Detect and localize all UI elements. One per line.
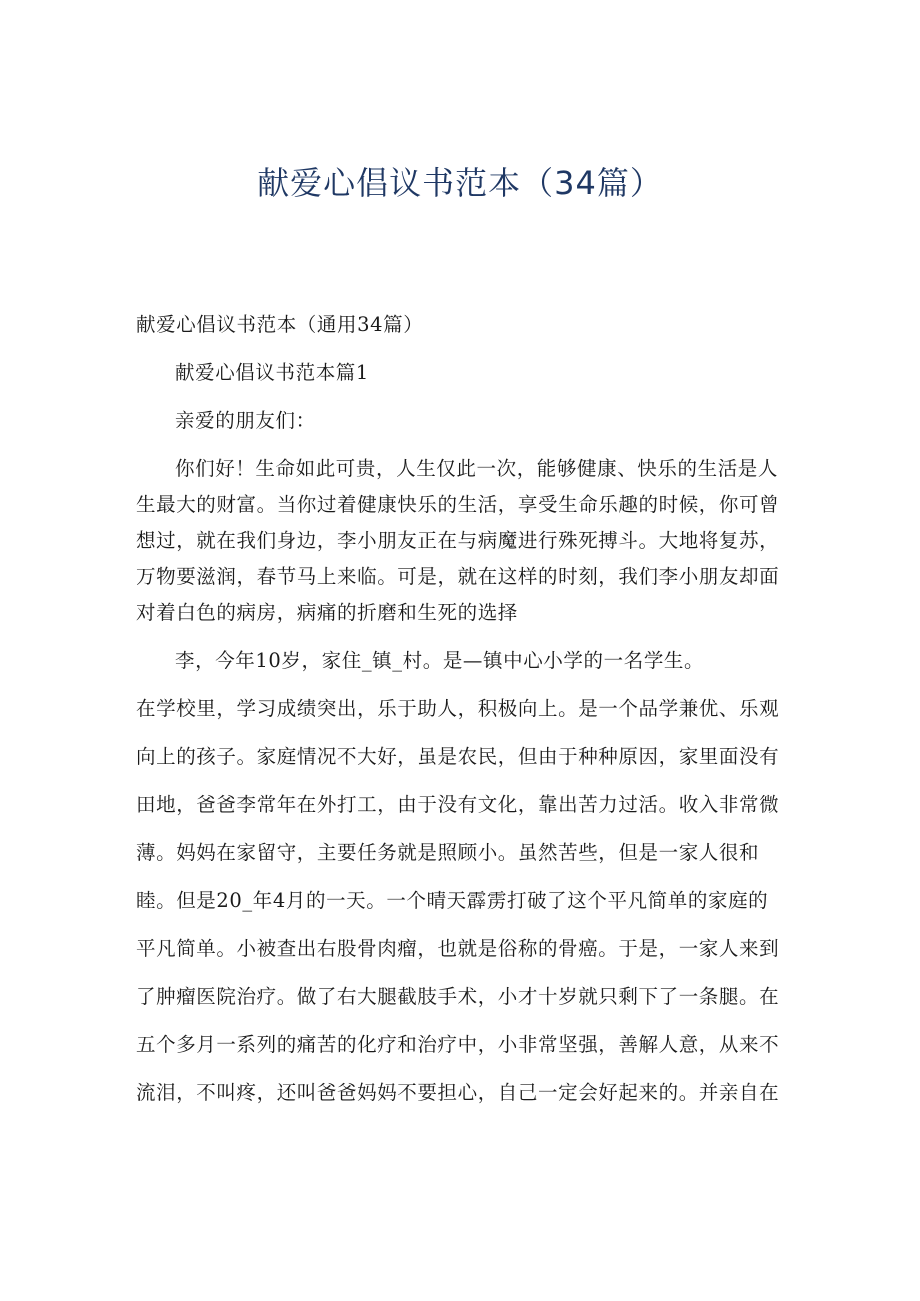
- text-line: 在学校里，学习成绩突出，乐于助人，积极向上。是一个品学兼优、乐观: [136, 697, 780, 720]
- text-line: 向上的孩子。家庭情况不大好，虽是农民，但由于种种原因，家里面没有: [136, 745, 780, 768]
- paragraph-story: [136, 643, 792, 1111]
- text-line: 睦。但是20_年4月的一天。一个晴天霹雳打破了这个平凡简单的家庭的: [136, 889, 769, 912]
- text-line: 平凡简单。小被查出右股骨肉瘤，也就是俗称的骨癌。于是，一家人来到: [136, 937, 780, 960]
- text-line: 流泪，不叫疼，还叫爸爸妈妈不要担心，自己一定会好起来的。并亲自在: [136, 1081, 780, 1104]
- text-line: 了肿瘤医院治疗。做了右大腿截肢手术，小才十岁就只剩下了一条腿。在: [136, 985, 780, 1008]
- text-line: 田地，爸爸李常年在外打工，由于没有文化，靠出苦力过活。收入非常微: [136, 793, 780, 816]
- document-title: 献爱心倡议书范本（34篇）: [257, 164, 663, 202]
- paragraph-intro: 你们好！生命如此可贵，人生仅此一次，能够健康、快乐的生活是人生最大的财富。当你过着健康快乐的生活，享受生命乐趣的时候，你可曾想过，就在我们身边，李小朋友正在与病魔进行殊死搏斗。大地将复苏，万物要滋润，春节马上来临。可是，就在这样的时刻，我们李小朋友却面对着白色的病房，病痛的折磨和生死的选择: [136, 457, 780, 624]
- text-line: 李，今年10岁，家住_镇_村。是—镇中心小学的一名学生。: [175, 649, 705, 672]
- section-heading: 献爱心倡议书范本篇1: [175, 361, 369, 384]
- greeting: 亲爱的朋友们：: [175, 409, 316, 432]
- document-subtitle: 献爱心倡议书范本（通用34篇）: [136, 313, 424, 336]
- text-line: 五个多月一系列的痛苦的化疗和治疗中，小非常坚强，善解人意，从来不: [136, 1033, 780, 1056]
- document-body: [136, 307, 792, 1123]
- text-line: 薄。妈妈在家留守，主要任务就是照顾小。虽然苦些，但是一家人很和: [136, 841, 760, 864]
